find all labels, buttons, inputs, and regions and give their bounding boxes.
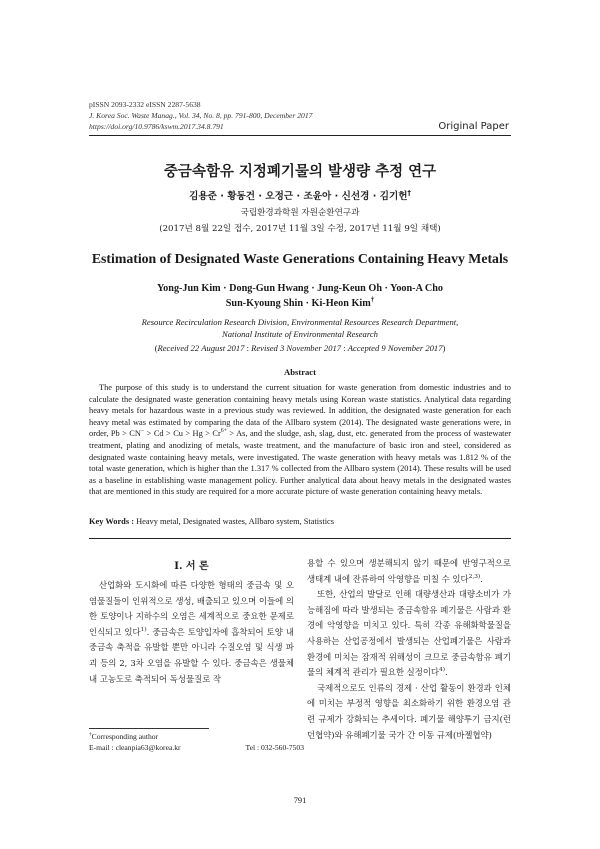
page-number: 791 <box>293 796 307 805</box>
reference-2-3[interactable]: 2,3) <box>468 573 481 580</box>
english-title: Estimation of Designated Waste Generations Containing Heavy Metals <box>91 251 509 266</box>
right-text-0b: . <box>480 573 483 584</box>
cr-superscript: 6+ <box>220 428 227 435</box>
left-text-a: 산업화와 도시화에 따른 다양한 형태의 중금속 및 오염물질들이 인위적으로 생성, 배출되고 있으며 이들에 의한 토양이나 지하수의 오염은 세계적으로 중요한 문제로 인식되고 있다 <box>89 580 294 637</box>
section-heading: I. 서 론 <box>174 561 209 572</box>
left-text-b: . 중금속은 토양입자에 흡착되어 토양 내 중금속 축적을 유발할 뿐만 아니라 수질오염 및 식생 파괴 등의 2, 3차 오염을 유발할 수 있다. 중금속은 생물체 내 고농도로 축적되어 독성물질로 작 <box>89 626 294 684</box>
footnote <box>89 731 304 753</box>
right-paragraph-1 <box>307 587 511 681</box>
korean-dates: (2017년 8월 22일 접수, 2017년 11월 3일 수정, 2017년 11월 9일 채택) <box>159 224 441 234</box>
revised-date: Revised 3 November 2017 <box>251 343 342 353</box>
keywords-values: Heavy metal, Designated wastes, Allbaro system, Statistics <box>136 517 335 526</box>
footnote-rule <box>89 728 209 729</box>
keywords-label: Key Words : <box>89 517 134 526</box>
english-authors-line1: Yong-Jun Kim · Dong-Gun Hwang · Jung-Keun Oh · Yoon-A Cho <box>156 283 444 294</box>
right-text-0a: 용할 수 있으며 생분해되지 않기 때문에 반영구적으로 생태계 내에 잔류하여 악영향을 미칠 수 있다 <box>307 558 511 584</box>
abstract-paragraph <box>89 382 511 498</box>
journal-meta <box>89 99 312 132</box>
english-authors-line2-names: Sun-Kyoung Shin · Ki-Heon Kim <box>225 298 371 309</box>
abstract-body <box>89 382 511 498</box>
left-column <box>89 578 294 687</box>
right-column <box>307 556 511 743</box>
abstract-heading: Abstract <box>284 367 316 377</box>
korean-author-names: 김용준 · 황동건 · 오정근 · 조윤아 · 신선경 · 김기헌 <box>189 191 408 202</box>
english-affiliation-line2: National Institute of Environmental Research <box>222 329 378 339</box>
footnote-label: Corresponding author <box>91 732 159 741</box>
article-type-badge: Original Paper <box>438 121 509 132</box>
abstract-text-2: > Cd > Cu > Hg > Cr <box>144 429 221 439</box>
right-paragraph-2: 국제적으로도 인류의 경제 · 산업 활동이 환경과 인체에 미치는 부정적 영향을 최소화하기 위한 환경오염 관련 규제가 강화되는 추세이다. 폐기물 해양투기 금지(런던협약)와 유해폐기물 국가 간 이동 규제(바젤협약) <box>307 682 511 740</box>
received-date: Received 22 August 2017 <box>157 343 245 353</box>
footnote-tel: Tel : 032-560-7503 <box>245 743 304 752</box>
abstract-text-1: The purpose of this study is to understand the current situation for waste generation from domestic industries and to calculate the designated waste generation containing heavy metals using Korean waste statistics. Analytical data regarding heavy metals for hazardous waste in a previous study was reviewed. In addition, the designated waste generation for each heavy metal was estimated by comparing the data of the Allbaro system (2014). The designated waste generations were, in order, Pb > CN <box>89 383 511 439</box>
left-paragraph-1 <box>89 578 294 687</box>
korean-authors <box>0 188 600 202</box>
right-text-1a: 또한, 산업의 발달로 인해 대량생산과 대량소비가 가능해짐에 따라 발생되는 중금속함유 폐기물은 사람과 환경에 악영향을 미치고 있다. 특히 각종 유해화학물질을 사용하는 산업공정에서 발생되는 산업폐기물은 사람과 환경에 미치는 잠재적 위해성이 크므로 중금속함유 폐기물의 체계적 관리가 필요한 실정이다 <box>307 589 511 678</box>
issn-line: pISSN 2093-2332 eISSN 2287-5638 <box>89 100 201 109</box>
reference-4[interactable]: 4) <box>439 667 446 674</box>
footnote-email[interactable]: E-mail : cleanpia63@korea.kr <box>89 743 181 752</box>
korean-affiliation: 국립환경과학원 자원순환연구과 <box>240 208 360 218</box>
corresponding-mark: † <box>407 188 411 197</box>
right-paragraph-0 <box>307 556 511 587</box>
footnote-label-line <box>89 731 304 742</box>
abstract-text-3: > As, and the sludge, ash, slag, dust, etc. generated from the process of wastewater treatment, plating and anodizing of metals, waste treatment, and the manufacture of basic iron and steel, considered as designated waste containing heavy metals, were investigated. The waste generation with heavy metals was 1.812 % of the total waste generation, which is higher than the 1.317 % collected from the Allbaro system (2014). These results will be used as a baseline in establishing waste management policy. Further analytical data about heavy metals in the designated wastes that are mentioned in this study are required for a more accurate picture of waste generation containing heavy metals. <box>89 429 511 497</box>
english-dates: (Received 22 August 2017 : Revised 3 November 2017 : Accepted 9 November 2017) <box>154 343 446 353</box>
abstract-rule <box>89 538 511 539</box>
english-authors-line2 <box>0 296 600 311</box>
english-affiliation <box>0 316 600 340</box>
header-rule <box>89 135 511 136</box>
reference-1[interactable]: 1) <box>140 626 147 633</box>
english-affiliation-line1: Resource Recirculation Research Division, Environmental Resources Research Department, <box>141 317 459 327</box>
korean-title: 중금속함유 지정폐기물의 발생량 추정 연구 <box>163 164 437 180</box>
doi-link[interactable]: https://doi.org/10.9786/kswm.2017.34.8.791 <box>89 122 224 131</box>
journal-citation: J. Korea Soc. Waste Manag., Vol. 34, No. 8, pp. 791-800, December 2017 <box>89 111 313 120</box>
cn-superscript: − <box>140 428 145 435</box>
corresponding-mark-en: † <box>370 295 375 304</box>
footnote-mark: † <box>89 731 92 738</box>
keywords <box>89 517 334 526</box>
right-text-1b: . <box>445 667 448 678</box>
accepted-date: Accepted 9 November 2017 <box>347 343 443 353</box>
footnote-contact <box>89 742 304 753</box>
english-authors <box>0 281 600 311</box>
